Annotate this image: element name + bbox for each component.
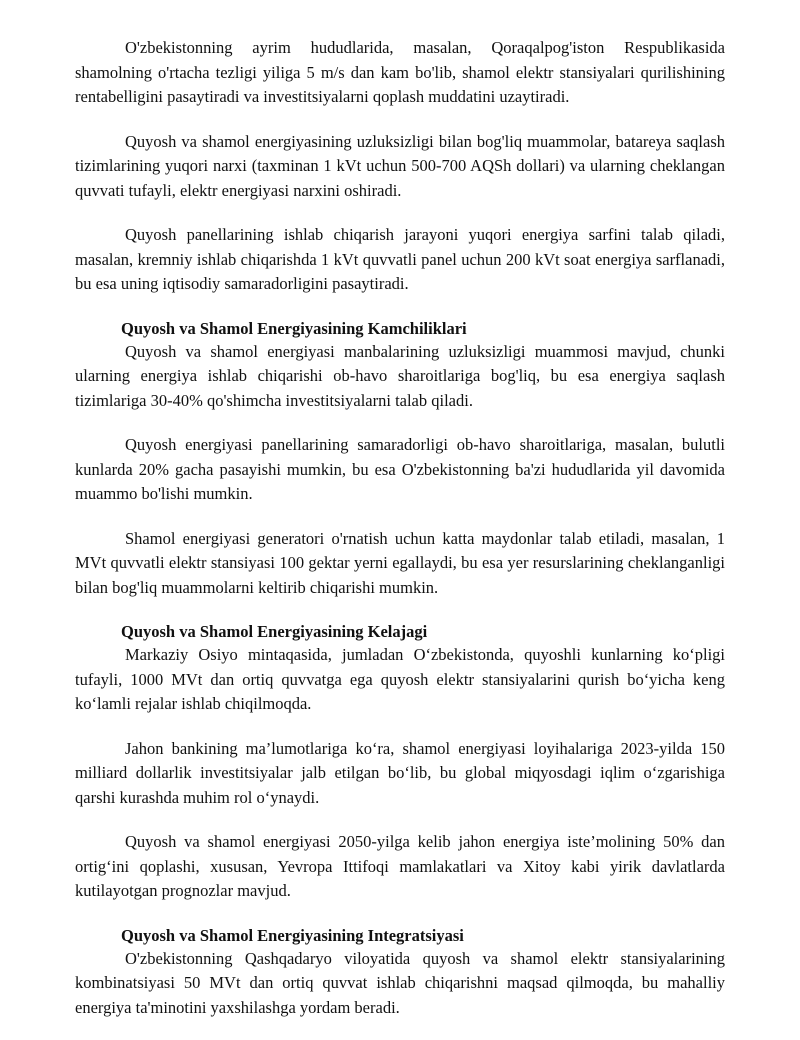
intro-paragraph-2: Quyosh va shamol energiyasining uzluksizligi bilan bog'liq muammolar, batareya saqlash tizimlarining yuqori narxi (taxminan 1 kVt uchun 500-700 AQSh dollari) va ularning cheklangan quvvati tufayli, elektr energiyasi narxini oshiradi. <box>75 131 725 200</box>
document-page <box>75 36 725 1040</box>
section3-paragraph-1: O'zbekistonning Qashqadaryo viloyatida quyosh va shamol elektr stansiyalarining kombinatsiyasi 50 MVt dan ortiq quvvat ishlab chiqarishni maqsad qilmoqda, bu mahalliy energiya ta'minotini yaxshilashga yordam beradi. <box>75 948 725 1017</box>
section-heading-integratsiyasi: Quyosh va Shamol Energiyasining Integratsiyasi <box>121 925 464 945</box>
intro-paragraph-3: Quyosh panellarining ishlab chiqarish jarayoni yuqori energiya sarfini talab qiladi, masalan, kremniy ishlab chiqarishda 1 kVt quvvatli panel uchun 200 kVt soat energiya sarflanadi, bu esa uning iqtisodiy samaradorligini pasaytiradi. <box>75 225 725 293</box>
intro-paragraph-1: O'zbekistonning ayrim hududlarida, masalan, Qoraqalpog'iston Respublikasida shamolning o'rtacha tezligi yiliga 5 m/s dan kam bo'lib, shamol elektr stansiyalari qurilishining rentabelligini pasaytiradi va investitsiyalarni qoplash muddatini uzaytiradi. <box>75 38 725 106</box>
section2-paragraph-1: Markaziy Osiyo mintaqasida, jumladan O‘zbekistonda, quyoshli kunlarning ko‘pligi tufayli, 1000 MVt dan ortiq quvvatga ega quyosh elektr stansiyalarini qurish bo‘yicha keng ko‘lamli rejalar ishlab chiqilmoqda. <box>75 645 725 713</box>
section2-paragraph-2: Jahon bankining ma’lumotlariga ko‘ra, shamol energiyasi loyihalariga 2023-yilda 150 milliard dollarlik investitsiyalar jalb etilgan bo‘lib, bu global miqyosdagi iqlim o‘zgarishiga qarshi kurashda muhim rol o‘ynaydi. <box>75 738 725 807</box>
section-heading-kamchiliklari: Quyosh va Shamol Energiyasining Kamchiliklari <box>121 318 467 338</box>
section-heading-kelajagi: Quyosh va Shamol Energiyasining Kelajagi <box>121 622 428 641</box>
section1-paragraph-3: Shamol energiyasi generatori o'rnatish uchun katta maydonlar talab etiladi, masalan, 1 MVt quvvatli elektr stansiyasi 100 gektar yerni egallaydi, bu esa yer resurslarining cheklanganligi bilan bog'liq muammolarni keltirib chiqarishi mumkin. <box>75 528 725 597</box>
section1-paragraph-2: Quyosh energiyasi panellarining samaradorligi ob-havo sharoitlariga, masalan, bulutli kunlarda 20% gacha pasayishi mumkin, bu esa O'zbekistonning ba'zi hududlarida yil davomida muammo bo'lishi mumkin. <box>75 435 725 503</box>
section1-paragraph-1: Quyosh va shamol energiyasi manbalarining uzluksizligi muammosi mavjud, chunki ularning energiya ishlab chiqarishi ob-havo sharoitlariga bog'liq, bu esa energiya saqlash tizimlariga 30-40% qo'shimcha investitsiyalarni talab qiladi. <box>75 341 725 410</box>
section2-paragraph-3: Quyosh va shamol energiyasi 2050-yilga kelib jahon energiya iste’molining 50% dan ortig‘ini qoplashi, xususan, Yevropa Ittifoqi mamlakatlari va Xitoy kabi yirik davlatlarda kutilayotgan prognozlar mavjud. <box>75 832 725 900</box>
